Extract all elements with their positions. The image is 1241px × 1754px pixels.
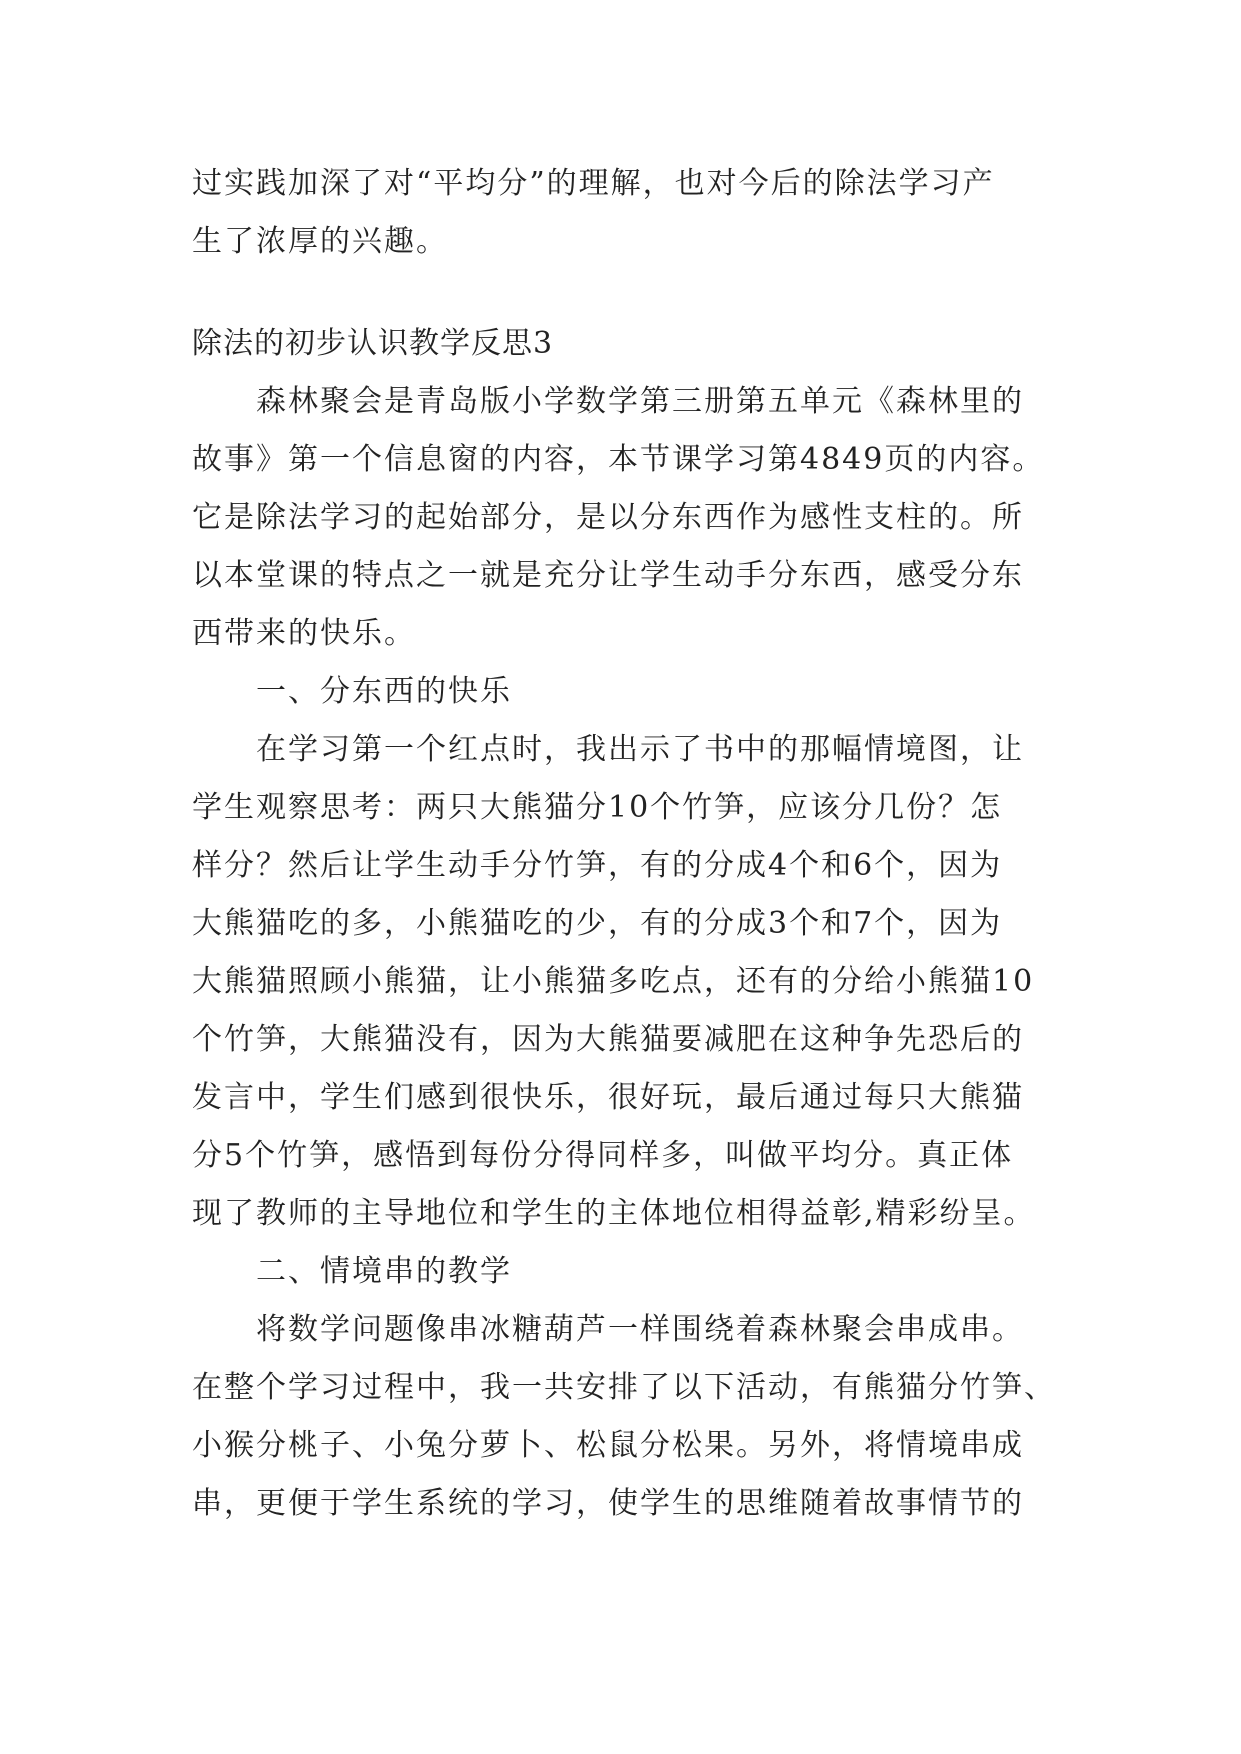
paragraph-line: 大熊猫照顾小熊猫，让小熊猫多吃点，还有的分给小熊猫10 [192, 964, 1035, 999]
intro-line: 过实践加深了对“平均分”的理解，也对今后的除法学习产 [192, 166, 995, 201]
subheading: 一、分东西的快乐 [256, 674, 512, 709]
paragraph-line: 发言中，学生们感到很快乐，很好玩，最后通过每只大熊猫 [192, 1080, 1024, 1115]
section-title: 除法的初步认识教学反思3 [192, 326, 554, 361]
paragraph-line: 以本堂课的特点之一就是充分让学生动手分东西，感受分东 [192, 558, 1024, 593]
subheading: 二、情境串的教学 [256, 1254, 512, 1289]
paragraph-line: 在整个学习过程中，我一共安排了以下活动，有熊猫分竹笋、 [192, 1370, 1056, 1405]
document-body [192, 155, 1072, 1533]
paragraph-line: 将数学问题像串冰糖葫芦一样围绕着森林聚会串成串。 [256, 1312, 1024, 1347]
paragraph-line: 样分？然后让学生动手分竹笋，有的分成4个和6个，因为 [192, 848, 1003, 883]
paragraph-line: 在学习第一个红点时，我出示了书中的那幅情境图，让 [256, 732, 1024, 767]
paragraph-line: 大熊猫吃的多，小熊猫吃的少，有的分成3个和7个，因为 [192, 906, 1003, 941]
paragraph-line: 西带来的快乐。 [192, 616, 416, 651]
paragraph-line: 故事》第一个信息窗的内容，本节课学习第4849页的内容。 [192, 442, 1045, 477]
paragraph-line: 学生观察思考：两只大熊猫分10个竹笋，应该分几份？怎 [192, 790, 1003, 825]
paragraph-line: 串，更便于学生系统的学习，使学生的思维随着故事情节的 [192, 1486, 1024, 1521]
paragraph-line: 个竹笋，大熊猫没有，因为大熊猫要减肥在这种争先恐后的 [192, 1022, 1024, 1057]
paragraph-line: 分5个竹笋，感悟到每份分得同样多，叫做平均分。真正体 [192, 1138, 1014, 1173]
paragraph-gap [192, 271, 1072, 315]
paragraph-line: 森林聚会是青岛版小学数学第三册第五单元《森林里的 [256, 384, 1024, 419]
intro-line: 生了浓厚的兴趣。 [192, 224, 448, 259]
paragraph-line: 现了教师的主导地位和学生的主体地位相得益彰,精彩纷呈。 [192, 1196, 1036, 1231]
paragraph-line: 它是除法学习的起始部分，是以分东西作为感性支柱的。所 [192, 500, 1024, 535]
paragraph-line: 小猴分桃子、小兔分萝卜、松鼠分松果。另外，将情境串成 [192, 1428, 1024, 1463]
